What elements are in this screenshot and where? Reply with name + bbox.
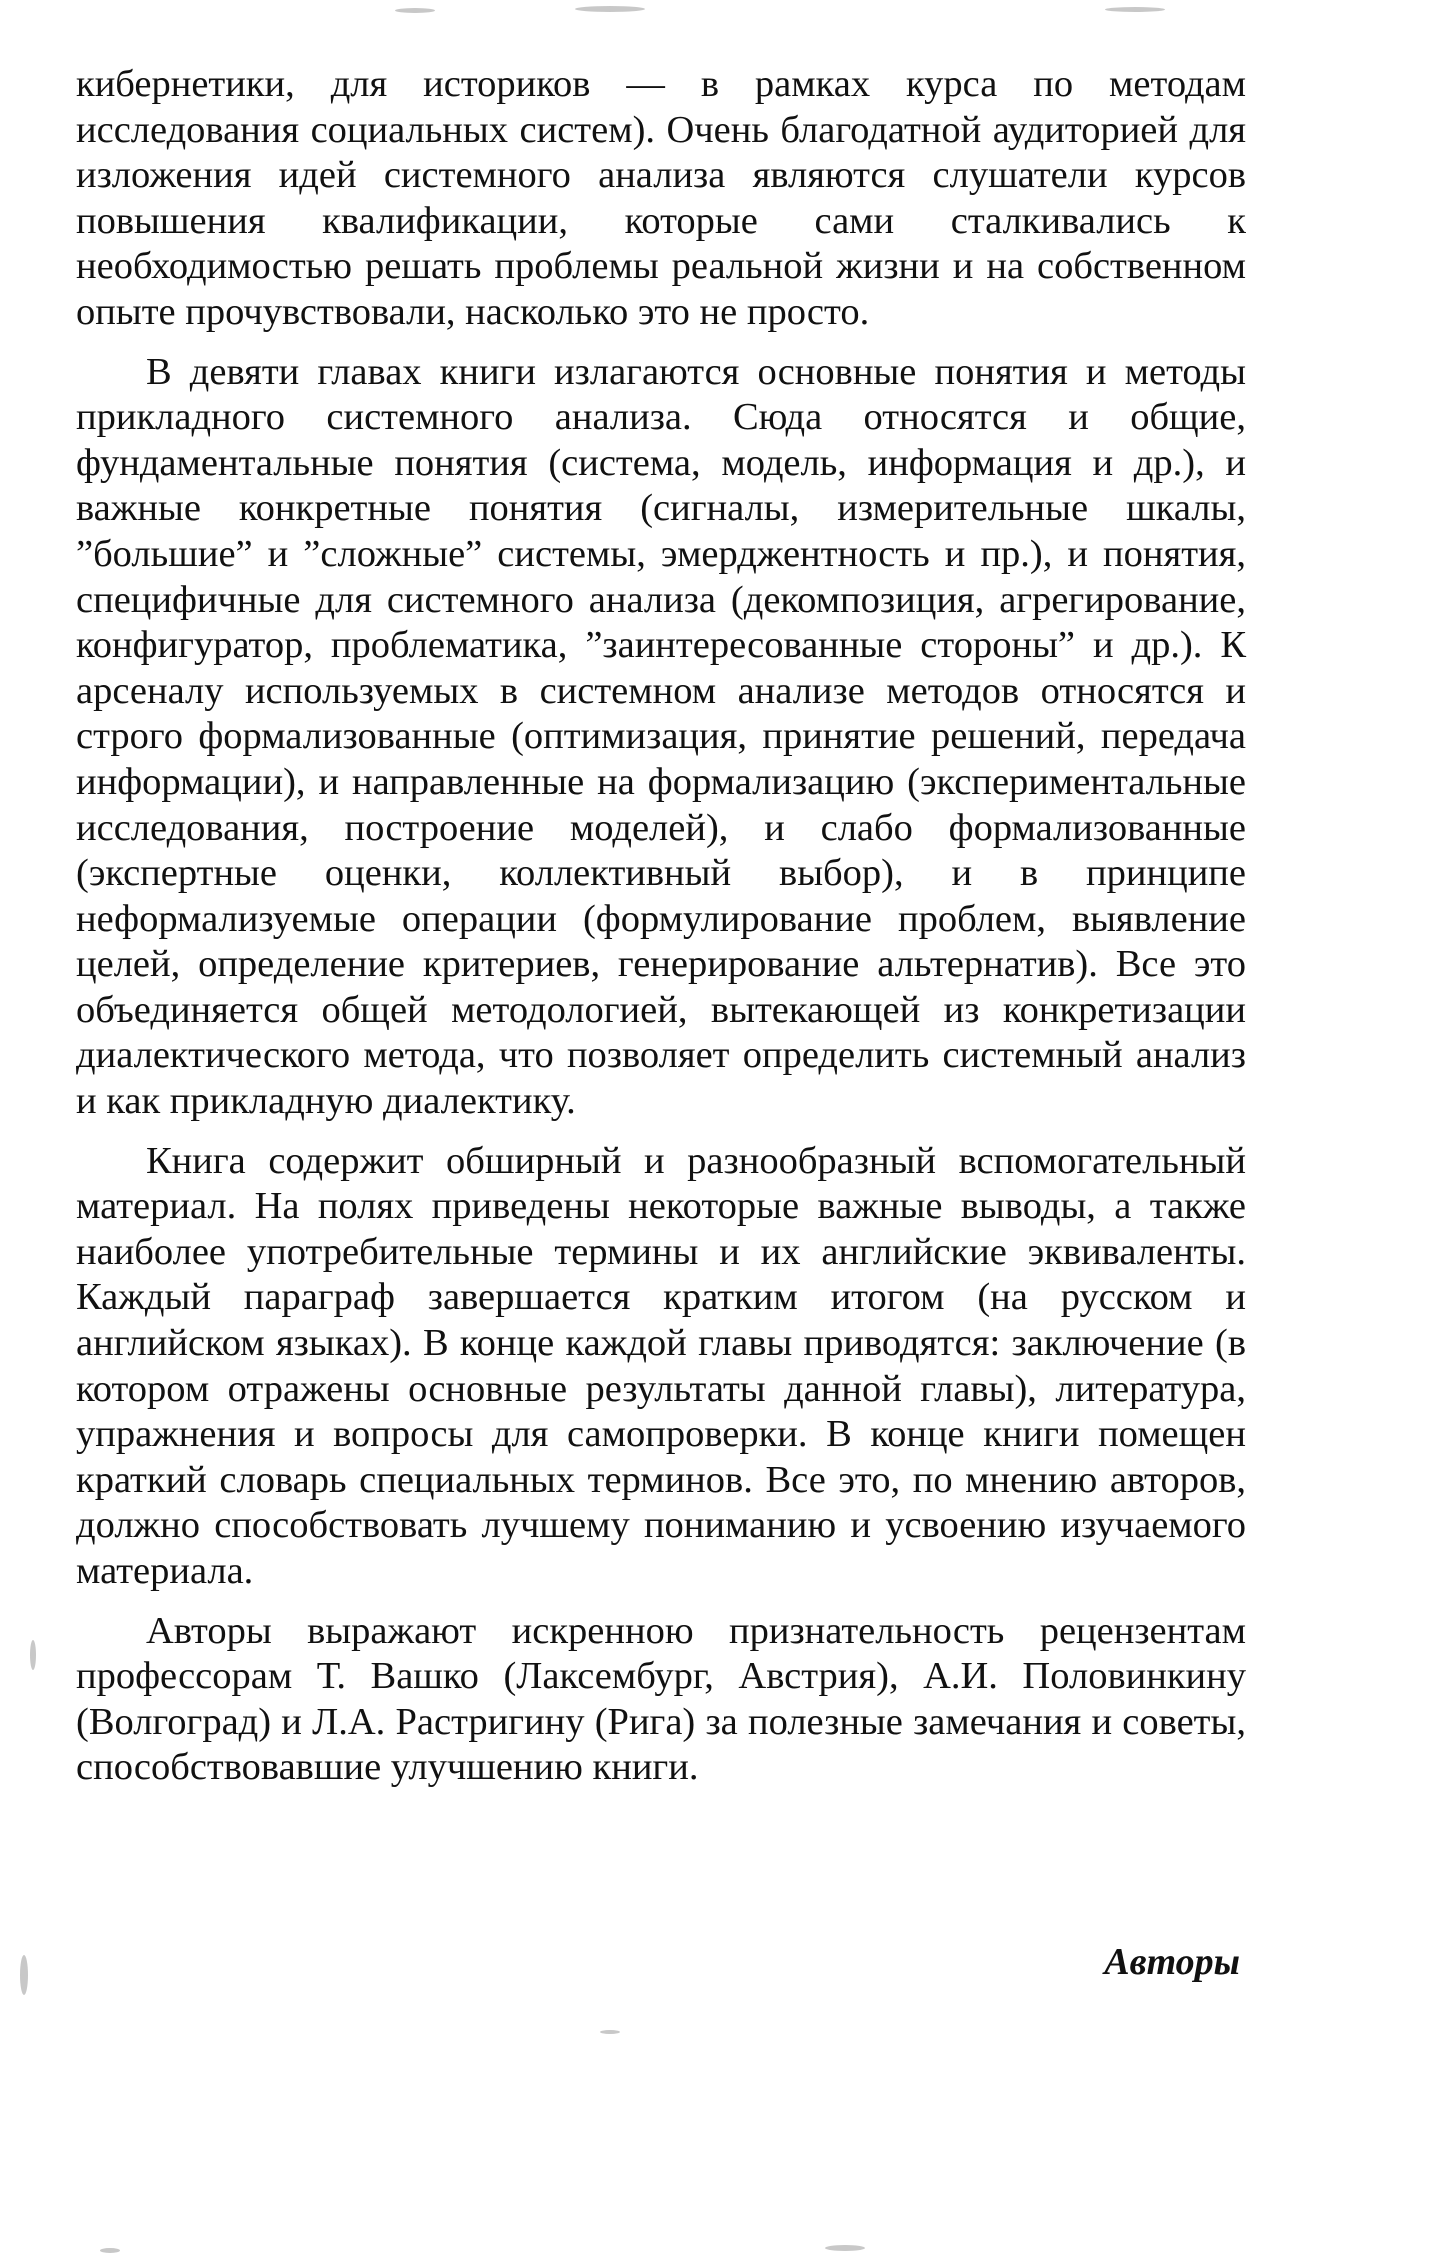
- scan-speck: [1105, 7, 1165, 12]
- scan-speck: [30, 1640, 36, 1670]
- scan-speck: [600, 2030, 620, 2034]
- paragraph-continuation: кибернетики, для историков — в рамках курса по методам исследования социальных систем). Очень благодатной аудиторией для изложения идей системного анализа являются слушатели курсов повышения квалификации, которые сами сталкивались к необходимостью решать проблемы реальной жизни и на собственном опыте прочувствовали, насколько это не просто.: [76, 63, 1246, 333]
- paragraph-chapters-overview: В девяти главах книги излагаются основные понятия и методы прикладного системного анализа. Сюда относятся и общие, фундаментальные понятия (система, модель, информация и др.), и важные конкретные понятия (сигналы, измерительные шкалы, ”большие” и ”сложные” системы, эмерджентность и пр.), и понятия, специфичные для системного анализа (декомпозиция, агрегирование, конфигуратор, проблематика, ”заинтересованные стороны” и др.). К арсеналу используемых в системном анализе методов относятся и строго формализованные (оптимизация, принятие решений, передача информации), и направленные на формализацию (экспериментальные исследования, построение моделей), и слабо формализованные (экспертные оценки, коллективный выбор), и в принципе неформализуемые операции (формулирование проблем, выявление целей, определение критериев, генерирование альтернатив). Все это объединяется общей методологией, вытекающей из конкретизации диалектического метода, что позволяет определить системный анализ и как прикладную диалектику.: [76, 350, 1246, 1123]
- authors-signature: Авторы: [1104, 1941, 1240, 1983]
- paragraph-book-materials: Книга содержит обширный и разнообразный вспомогательный материал. На полях приведены некоторые важные выводы, а также наиболее употребительные термины и их английские эквиваленты. Каждый параграф завершается кратким итогом (на русском и английском языках). В конце каждой главы приводятся: заключение (в котором отражены основные результаты данной главы), литература, упражнения и вопросы для самопроверки. В конце книги помещен краткий словарь специальных терминов. Все это, по мнению авторов, должно способствовать лучшему пониманию и усвоению изучаемого материала.: [76, 1139, 1246, 1592]
- paragraph-acknowledgements: Авторы выражают искренною признательность рецензентам профессорам Т. Вашко (Лаксембург, Австрия), А.И. Половинкину (Волгоград) и Л.А. Растригину (Рига) за полезные замечания и советы, способствовавшие улучшению книги.: [76, 1609, 1246, 1789]
- scan-speck: [395, 8, 435, 13]
- scan-speck: [100, 2248, 120, 2253]
- scan-speck: [20, 1955, 28, 1995]
- scan-speck: [825, 2245, 865, 2251]
- body-text: [76, 62, 1246, 1805]
- scan-speck: [575, 6, 645, 12]
